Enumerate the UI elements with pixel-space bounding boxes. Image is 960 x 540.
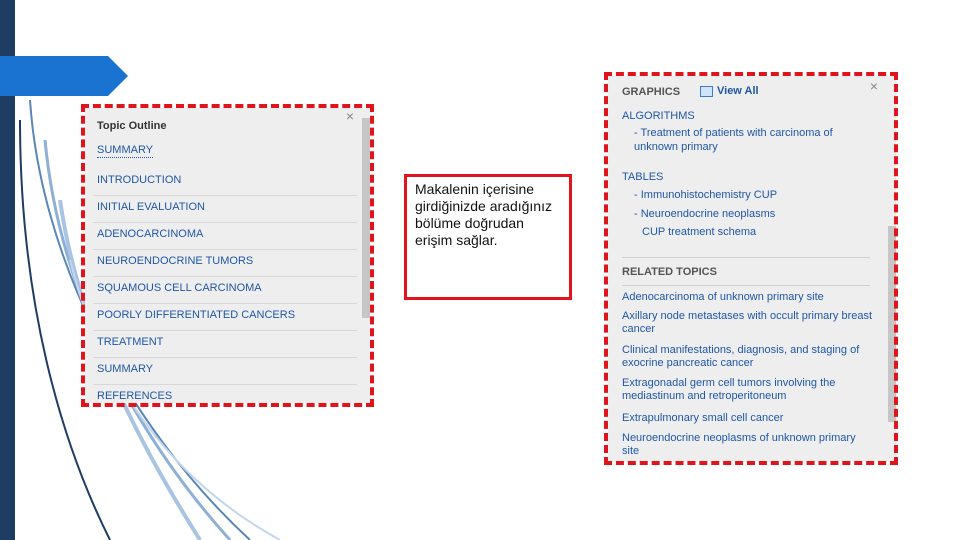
- graphics-panel: [608, 76, 896, 462]
- close-icon[interactable]: ×: [869, 78, 878, 94]
- graphics-title: GRAPHICS: [622, 86, 681, 98]
- outline-item-summary[interactable]: SUMMARY: [93, 359, 357, 385]
- algorithms-heading[interactable]: ALGORITHMS: [622, 110, 695, 122]
- algorithm-item[interactable]: - Treatment of patients with carcinoma of unknown primary: [634, 127, 833, 153]
- related-topic-link[interactable]: Extragonadal germ cell tumors involving the mediastinum and retroperitoneum: [622, 377, 836, 402]
- tables-heading[interactable]: TABLES: [622, 171, 664, 183]
- outline-item-references[interactable]: REFERENCES: [97, 390, 173, 402]
- outline-item-squamous-cell-carcinoma[interactable]: SQUAMOUS CELL CARCINOMA: [93, 278, 357, 304]
- topic-outline-title: Topic Outline: [97, 120, 167, 132]
- related-topic-link[interactable]: Neuroendocrine neoplasms of unknown primary site: [622, 432, 856, 457]
- related-topic-link[interactable]: Clinical manifestations, diagnosis, and staging of exocrine pancreatic cancer: [622, 344, 860, 369]
- related-topic-link[interactable]: Axillary node metastases with occult primary breast cancer: [622, 310, 873, 335]
- outline-item-adenocarcinoma[interactable]: ADENOCARCINOMA: [93, 224, 357, 250]
- table-item[interactable]: - Immunohistochemistry CUP: [634, 189, 778, 201]
- callout-box: Makalenin içerisine girdiğinizde aradığınız bölüme doğrudan erişim sağlar.: [404, 174, 572, 300]
- topic-outline-panel: [85, 108, 370, 403]
- outline-item-introduction[interactable]: INTRODUCTION: [93, 170, 357, 196]
- outline-item-neuroendocrine-tumors[interactable]: NEUROENDOCRINE TUMORS: [93, 251, 357, 277]
- table-item[interactable]: CUP treatment schema: [642, 226, 757, 238]
- outline-item-poorly-differentiated[interactable]: POORLY DIFFERENTIATED CANCERS: [93, 305, 357, 331]
- graphics-scrollbar[interactable]: [888, 226, 896, 422]
- outline-list: [93, 170, 357, 412]
- close-icon[interactable]: ×: [345, 108, 354, 124]
- image-icon: [700, 86, 713, 97]
- related-topics-title: RELATED TOPICS: [622, 266, 717, 278]
- view-all-label: View All: [717, 85, 759, 97]
- outline-item-treatment[interactable]: TREATMENT: [93, 332, 357, 358]
- related-topic-link[interactable]: Adenocarcinoma of unknown primary site: [622, 291, 824, 303]
- related-topic-link[interactable]: Extrapulmonary small cell cancer: [622, 412, 784, 424]
- outline-summary-link[interactable]: SUMMARY: [97, 144, 154, 156]
- table-item[interactable]: - Neuroendocrine neoplasms: [634, 208, 776, 220]
- view-all-link[interactable]: [700, 85, 759, 97]
- divider: [622, 285, 870, 286]
- divider: [622, 257, 870, 258]
- outline-scrollbar[interactable]: [362, 118, 370, 318]
- outline-item-initial-evaluation[interactable]: INITIAL EVALUATION: [93, 197, 357, 223]
